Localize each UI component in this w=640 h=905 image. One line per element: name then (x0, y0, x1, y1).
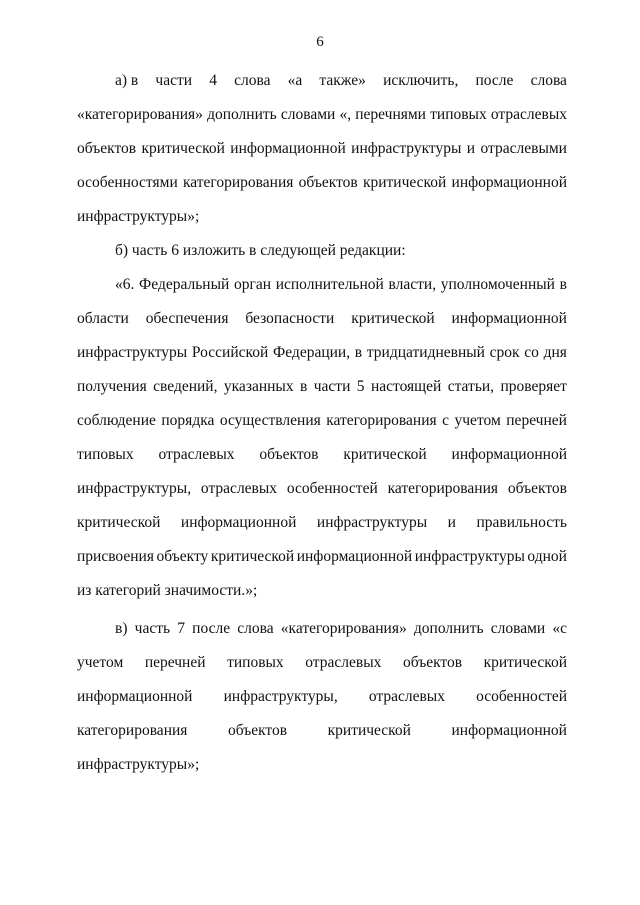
page-number: 6 (316, 34, 324, 50)
text-segment: объектов (259, 446, 319, 463)
text-word: срок (489, 344, 520, 361)
text-word: в (559, 276, 567, 293)
text-word: объекту (156, 548, 209, 565)
text-word: объектов (507, 480, 567, 497)
text-segment: информационной (451, 722, 567, 739)
text-segment: критической (343, 446, 427, 463)
text-word: власти, (388, 276, 437, 293)
text-segment: объектов (227, 722, 288, 739)
text-word: критической (210, 548, 295, 565)
text-word: объектов (298, 174, 358, 191)
text-segment: категорирования (77, 722, 188, 739)
text-word: отраслевых (490, 106, 567, 123)
text-segment: критической (483, 654, 567, 671)
text-word: части (313, 378, 351, 395)
text-word: словами (280, 106, 336, 123)
text-word: 5 (356, 378, 365, 395)
text-word: особенностями (77, 174, 178, 191)
text-word: сведений, (153, 378, 218, 395)
text-line (77, 132, 567, 166)
text-word: инфраструктуры, (77, 480, 192, 497)
text-segment: области (77, 310, 129, 327)
text-word: объектов (77, 140, 137, 157)
text-word: категорирования (326, 412, 437, 429)
text-segment: также» (319, 72, 366, 89)
text-segment: отраслевых (368, 688, 445, 705)
text-word: инфраструктуры (351, 140, 462, 157)
text-segment: информационной (77, 688, 193, 705)
text-line (77, 404, 567, 438)
text-word: статьи, (447, 378, 495, 395)
text-word: часть (134, 620, 171, 637)
text-segment: б) часть 6 изложить в следующей редакции: (115, 242, 406, 259)
text-word: дополнить (207, 106, 277, 123)
text-segment: из категорий значимости.»; (77, 582, 258, 599)
text-word: 7 (177, 620, 185, 637)
text-word: категорирования (182, 174, 294, 191)
text-word: информационной (230, 140, 346, 157)
text-segment: критической (327, 722, 411, 739)
text-segment: информационной (180, 514, 297, 531)
text-line (77, 646, 567, 680)
text-word: орган (233, 276, 272, 293)
text-line (77, 574, 567, 608)
text-word: «категорирования» (280, 620, 407, 637)
text-segment: после (475, 72, 514, 89)
text-segment: отраслевых (158, 446, 235, 463)
text-segment: слова (234, 72, 271, 89)
text-word: дополнить (413, 620, 484, 637)
text-line (77, 506, 567, 540)
text-word: «, (339, 106, 352, 123)
text-line (77, 438, 567, 472)
text-word: особенностей (286, 480, 378, 497)
text-line (77, 612, 567, 646)
text-word: в (354, 344, 363, 361)
text-word: и (466, 140, 476, 157)
text-word: соблюдение (77, 412, 156, 429)
text-segment: объектов (402, 654, 463, 671)
document-body (77, 64, 567, 782)
text-word: информационной (296, 548, 413, 565)
text-segment: критической (351, 310, 435, 327)
text-segment: «а (287, 72, 303, 89)
text-line (77, 302, 567, 336)
text-segment: инфраструктуры»; (77, 756, 200, 773)
text-word: настоящей (370, 378, 442, 395)
text-word: критической (141, 140, 225, 157)
text-word: инфраструктуры (77, 344, 188, 361)
text-line (77, 268, 567, 302)
text-line (77, 98, 567, 132)
text-line (77, 64, 567, 98)
text-word: со (524, 344, 539, 361)
text-segment: критической (77, 514, 161, 531)
text-segment: правильность (476, 514, 567, 531)
text-segment: отраслевых (305, 654, 382, 671)
text-word: Федерации, (273, 344, 351, 361)
text-line (77, 748, 567, 782)
text-segment: исключить, (383, 72, 459, 89)
text-word: Российской (191, 344, 269, 361)
text-segment: типовых (77, 446, 134, 463)
text-word: осуществления (219, 412, 321, 429)
text-line (77, 234, 567, 268)
text-word: одной (527, 548, 567, 565)
text-word: «категорирования» (77, 106, 203, 123)
text-segment: обеспечения (145, 310, 229, 327)
text-segment: информационной (451, 310, 567, 327)
text-line (77, 714, 567, 748)
text-segment: слова (530, 72, 567, 89)
text-line (77, 472, 567, 506)
text-line (77, 336, 567, 370)
text-segment: инфраструктуры (316, 514, 428, 531)
text-segment: безопасности (245, 310, 335, 327)
text-line (77, 370, 567, 404)
text-word: информационной (451, 174, 567, 191)
text-segment: 4 (209, 72, 217, 89)
text-line (77, 540, 567, 574)
text-word: порядка (161, 412, 215, 429)
text-word: с (442, 412, 450, 429)
text-segment: информационной (451, 446, 567, 463)
text-segment: инфраструктуры, (223, 688, 338, 705)
text-word: после (192, 620, 231, 637)
text-word: в) (115, 620, 128, 637)
text-word: типовых (430, 106, 487, 123)
text-word: отраслевыми (480, 140, 567, 157)
text-word: инфраструктуры (414, 548, 525, 565)
text-segment: части (155, 72, 193, 89)
text-line (77, 680, 567, 714)
text-word: отраслевых (200, 480, 278, 497)
text-word: «с (552, 620, 567, 637)
text-word: категорирования (387, 480, 499, 497)
text-word: уполномоченный (440, 276, 555, 293)
text-word: словами (490, 620, 546, 637)
text-word: указанных (223, 378, 294, 395)
text-word: критической (362, 174, 447, 191)
text-word: слова (237, 620, 274, 637)
text-segment: и (447, 514, 456, 531)
text-word: Федеральный (139, 276, 230, 293)
text-segment: перечней (144, 654, 206, 671)
text-line (77, 166, 567, 200)
text-word: в (300, 378, 308, 395)
paragraph-a (77, 64, 567, 234)
text-word: получения (77, 378, 147, 395)
text-word: учетом (454, 412, 501, 429)
paragraph-c (77, 612, 567, 782)
text-segment: а) в (115, 72, 139, 89)
text-segment: инфраструктуры»; (77, 208, 200, 225)
paragraph-b (77, 234, 567, 268)
text-word: перечнями (355, 106, 426, 123)
text-word: тридцатидневный (366, 344, 485, 361)
paragraph-quote (77, 268, 567, 608)
text-segment: учетом (77, 654, 124, 671)
text-word: присвоения (77, 548, 154, 565)
text-word: исполнительной (275, 276, 384, 293)
text-word: дня (543, 344, 567, 361)
text-segment: особенностей (476, 688, 567, 705)
text-word: проверяет (500, 378, 567, 395)
text-segment: типовых (227, 654, 284, 671)
text-line (77, 200, 567, 234)
text-word: перечней (506, 412, 567, 429)
text-word: «6. (115, 276, 135, 293)
